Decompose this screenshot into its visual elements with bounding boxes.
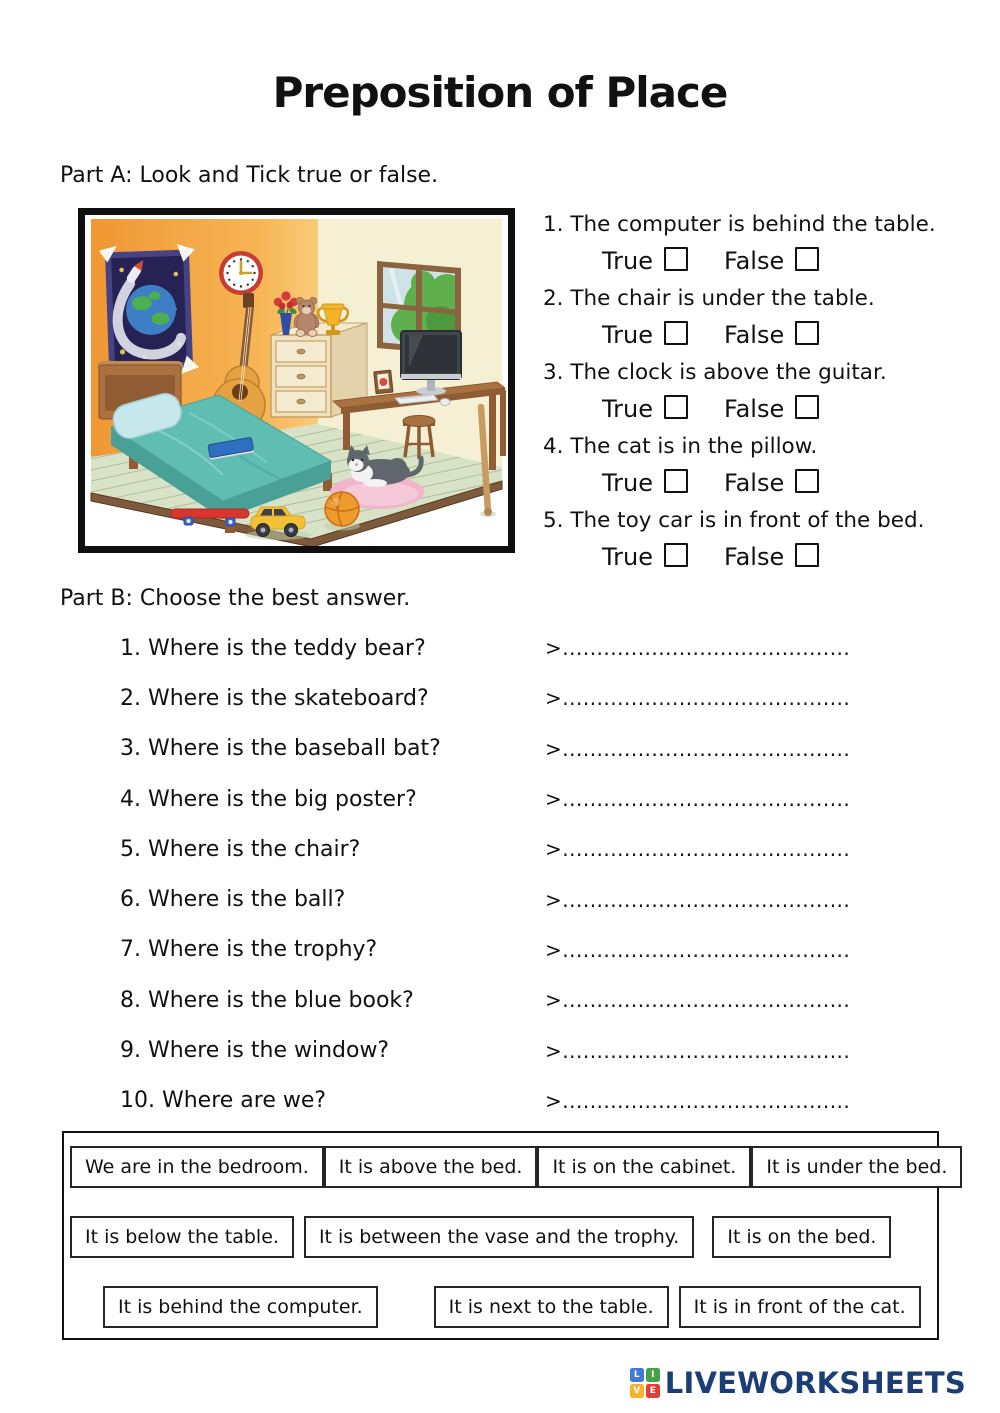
answer-blank-1[interactable]: >.......................................... (545, 636, 851, 661)
parta-tf-1 (543, 243, 993, 280)
word-bank-row-1 (70, 1146, 948, 1188)
partb-row-2 (120, 673, 940, 723)
false-checkbox-1[interactable] (795, 247, 819, 271)
false-label-1: False (723, 247, 785, 275)
true-checkbox-2[interactable] (664, 321, 688, 345)
false-label-2: False (723, 321, 785, 349)
partb-row-8 (120, 975, 940, 1025)
brand-name: LIVEWORKSHEETS (664, 1366, 966, 1400)
true-label-4: True (602, 469, 653, 497)
parta-question-5: 5. The toy car is in front of the bed. (543, 508, 925, 533)
true-label-3: True (602, 395, 653, 423)
partb-question-10: 10. Where are we? (120, 1088, 327, 1114)
logo-letter-l: L (630, 1368, 644, 1382)
true-checkbox-4[interactable] (664, 469, 688, 493)
liveworksheets-logo-icon (630, 1368, 660, 1398)
logo-letter-v: V (630, 1384, 644, 1398)
word-bank-option[interactable]: It is behind the computer. (103, 1286, 378, 1328)
word-bank-option[interactable]: It is between the vase and the trophy. (304, 1216, 694, 1258)
partb-question-4: 4. Where is the big poster? (120, 786, 417, 812)
false-checkbox-2[interactable] (795, 321, 819, 345)
parta-tf-2 (543, 317, 993, 354)
word-bank-option[interactable]: It is below the table. (70, 1216, 294, 1258)
word-bank-option[interactable]: We are in the bedroom. (70, 1146, 324, 1188)
parta-question-4: 4. The cat is in the pillow. (543, 434, 818, 459)
partb-question-9: 9. Where is the window? (120, 1038, 390, 1064)
answer-blank-4[interactable]: >.......................................... (545, 787, 851, 812)
parta-tf-5 (543, 539, 993, 576)
word-bank (62, 1131, 948, 1340)
word-bank-row-2 (70, 1216, 932, 1258)
logo-letter-e: E (646, 1384, 660, 1398)
partb-row-3 (120, 724, 940, 774)
part-b-heading: Part B: Choose the best answer. (60, 586, 411, 611)
answer-blank-2[interactable]: >.......................................... (545, 686, 851, 711)
true-label-5: True (602, 543, 653, 571)
part-a-heading: Part A: Look and Tick true or false. (60, 163, 439, 188)
true-checkbox-1[interactable] (664, 247, 688, 271)
partb-question-7: 7. Where is the trophy? (120, 937, 378, 963)
true-label-2: True (602, 321, 653, 349)
true-label-1: True (602, 247, 653, 275)
false-label-5: False (723, 543, 785, 571)
partb-row-6 (120, 874, 940, 924)
word-bank-option[interactable]: It is in front of the cat. (679, 1286, 921, 1328)
word-bank-option[interactable]: It is above the bed. (324, 1146, 538, 1188)
partb-row-10 (120, 1076, 940, 1126)
partb-row-1 (120, 623, 940, 673)
partb-question-6: 6. Where is the ball? (120, 887, 346, 913)
answer-blank-9[interactable]: >.......................................... (545, 1038, 851, 1063)
partb-question-1: 1. Where is the teddy bear? (120, 635, 426, 661)
partb-row-4 (120, 774, 940, 824)
false-label-3: False (723, 395, 785, 423)
parta-question-3: 3. The clock is above the guitar. (543, 360, 887, 385)
false-checkbox-5[interactable] (795, 543, 819, 567)
parta-tf-3 (543, 391, 993, 428)
bedroom-scene-svg (85, 215, 508, 546)
false-label-4: False (723, 469, 785, 497)
mouse-icon (440, 399, 450, 406)
word-bank-option[interactable]: It is next to the table. (434, 1286, 669, 1328)
word-bank-option[interactable]: It is on the bed. (712, 1216, 891, 1258)
false-checkbox-4[interactable] (795, 469, 819, 493)
part-b-questions (120, 623, 940, 1126)
bedroom-illustration (78, 208, 515, 553)
word-bank-option[interactable]: It is under the bed. (751, 1146, 962, 1188)
partb-row-7 (120, 925, 940, 975)
false-checkbox-3[interactable] (795, 395, 819, 419)
answer-blank-10[interactable]: >.......................................... (545, 1088, 851, 1113)
page-title: Preposition of Place (272, 68, 728, 117)
answer-blank-6[interactable]: >.......................................... (545, 887, 851, 912)
photo-frame-icon (374, 370, 393, 394)
partb-question-8: 8. Where is the blue book? (120, 987, 414, 1013)
partb-question-5: 5. Where is the chair? (120, 836, 361, 862)
partb-row-5 (120, 824, 940, 874)
teddy-bear-icon (293, 297, 321, 336)
space-poster-icon (99, 243, 199, 376)
word-bank-row-3 (103, 1286, 932, 1328)
logo-letter-i: I (646, 1368, 660, 1382)
answer-blank-3[interactable]: >.......................................... (545, 736, 851, 761)
true-checkbox-5[interactable] (664, 543, 688, 567)
answer-blank-8[interactable]: >.......................................... (545, 988, 851, 1013)
parta-tf-4 (543, 465, 993, 502)
word-bank-option[interactable]: It is on the cabinet. (537, 1146, 751, 1188)
part-a-questions (543, 206, 993, 576)
true-checkbox-3[interactable] (664, 395, 688, 419)
partb-row-9 (120, 1025, 940, 1075)
wall-clock-icon (219, 251, 263, 295)
partb-question-2: 2. Where is the skateboard? (120, 685, 429, 711)
liveworksheets-footer[interactable] (630, 1366, 966, 1400)
basketball-icon (324, 492, 360, 531)
answer-blank-7[interactable]: >.......................................... (545, 937, 851, 962)
partb-question-3: 3. Where is the baseball bat? (120, 736, 441, 762)
parta-question-2: 2. The chair is under the table. (543, 286, 875, 311)
answer-blank-5[interactable]: >.......................................... (545, 837, 851, 862)
parta-question-1: 1. The computer is behind the table. (543, 212, 936, 237)
